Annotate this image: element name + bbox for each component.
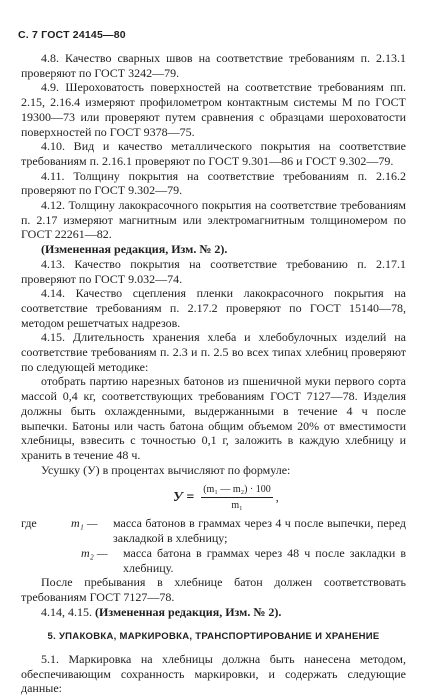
definition-label: где <box>21 516 37 531</box>
clause-4-15-procedure: отобрать партию нарезных батонов из пшеничной муки первого сорта массой 0,4 кг, соответствующих требованиям ГОСТ 7127—78. Изделия должны быть охлажденными, выдержанными в течение 4 ч после выпечки. Батоны или часть батона общим объемом 20% от вместимости хлебницы, взвесить с точностью 0,1 г, заложить в каждую хлебницу и хранить в течение 48 ч. <box>21 374 406 462</box>
clause-4-12: 4.12. Толщину лакокрасочного покрытия на соответствие требованиям п. 2.17 измеряют магнитным или электромагнитным толщиномером по ГОСТ 22261—82. <box>21 198 406 242</box>
formula-lhs: У = <box>173 490 195 506</box>
amendment-ref: 4.14, 4.15. <box>41 604 92 619</box>
clause-4-13: 4.13. Качество покрытия на соответствие требованию п. 2.17.1 проверяют по ГОСТ 9.032—74. <box>21 256 406 286</box>
formula-fraction <box>201 483 273 512</box>
shrinkage-formula <box>173 483 406 512</box>
formula-tail: , <box>275 490 279 505</box>
clause-4-9: 4.9. Шероховатость поверхностей на соответствие требованиям пп. 2.15, 2.16.4 измеряют профилометром контактным системы М по ГОСТ 19300—73 или проверяют путем сравнения с образцами шероховатости поверхностей по ГОСТ 9378—75. <box>21 80 406 139</box>
clause-4-15: 4.15. Длительность хранения хлеба и хлебобулочных изделий на соответствие требованиям п. 2.3 и п. 2.5 во всех типах хлебниц проверяют по следующей методике: <box>21 330 406 374</box>
clause-4-15-formula-intro: Усушку (У) в процентах вычисляют по формуле: <box>41 462 291 477</box>
formula-numerator: (m₁ — m₂) · 100 <box>201 483 273 498</box>
clause-5-1: 5.1. Маркировка на хлебницы должна быть нанесена методом, обеспечивающим сохранность маркировки, и содержать следующие данные: <box>21 652 406 696</box>
clause-4-14: 4.14. Качество сцепления пленки лакокрасочного покрытия на соответствие требованиям п. 2.17.2 проверяют по ГОСТ 15140—78, методом решетчатых надрезов. <box>21 286 406 330</box>
formula-definitions <box>21 516 406 575</box>
clause-4-15-conclusion: После пребывания в хлебнице батон должен соответствовать требованиям ГОСТ 7127—78. <box>21 575 406 604</box>
definition-label <box>21 546 81 575</box>
clause-4-11: 4.11. Толщину покрытия на соответствие требованиям п. 2.16.2 проверяют по ГОСТ 9.302—79. <box>21 168 406 198</box>
definition-row <box>21 516 406 545</box>
definition-symbol: m₂ — <box>81 545 108 560</box>
formula-denominator: m₁ <box>231 500 243 512</box>
definition-symbol: m₁ — <box>71 516 98 531</box>
amendment-text: (Измененная редакция, Изм. № 2). <box>95 604 282 619</box>
section-5-title: 5. УПАКОВКА, МАРКИРОВКА, ТРАНСПОРТИРОВАНИЕ И ХРАНЕНИЕ <box>47 631 380 643</box>
clause-4-8: 4.8. Качество сварных швов на соответствие требованиям п. 2.13.1 проверяют по ГОСТ 3242—79. <box>21 51 406 80</box>
amendment-note-2 <box>21 605 406 620</box>
definition-text: масса батона в граммах через 48 ч после закладки в хлебницу. <box>123 545 406 575</box>
document-body <box>21 51 406 696</box>
definition-text: масса батонов в граммах через 4 ч после выпечки, перед закладкой в хлебницу; <box>113 516 406 546</box>
amendment-note: (Измененная редакция, Изм. № 2). <box>41 242 228 257</box>
page-header: С. 7 ГОСТ 24145—80 <box>18 29 126 41</box>
definition-row <box>21 546 406 575</box>
clause-4-10: 4.10. Вид и качество металлического покрытия на соответствие требованиям п. 2.16.1 проверяют по ГОСТ 9.301—86 и ГОСТ 9.302—79. <box>21 139 406 168</box>
